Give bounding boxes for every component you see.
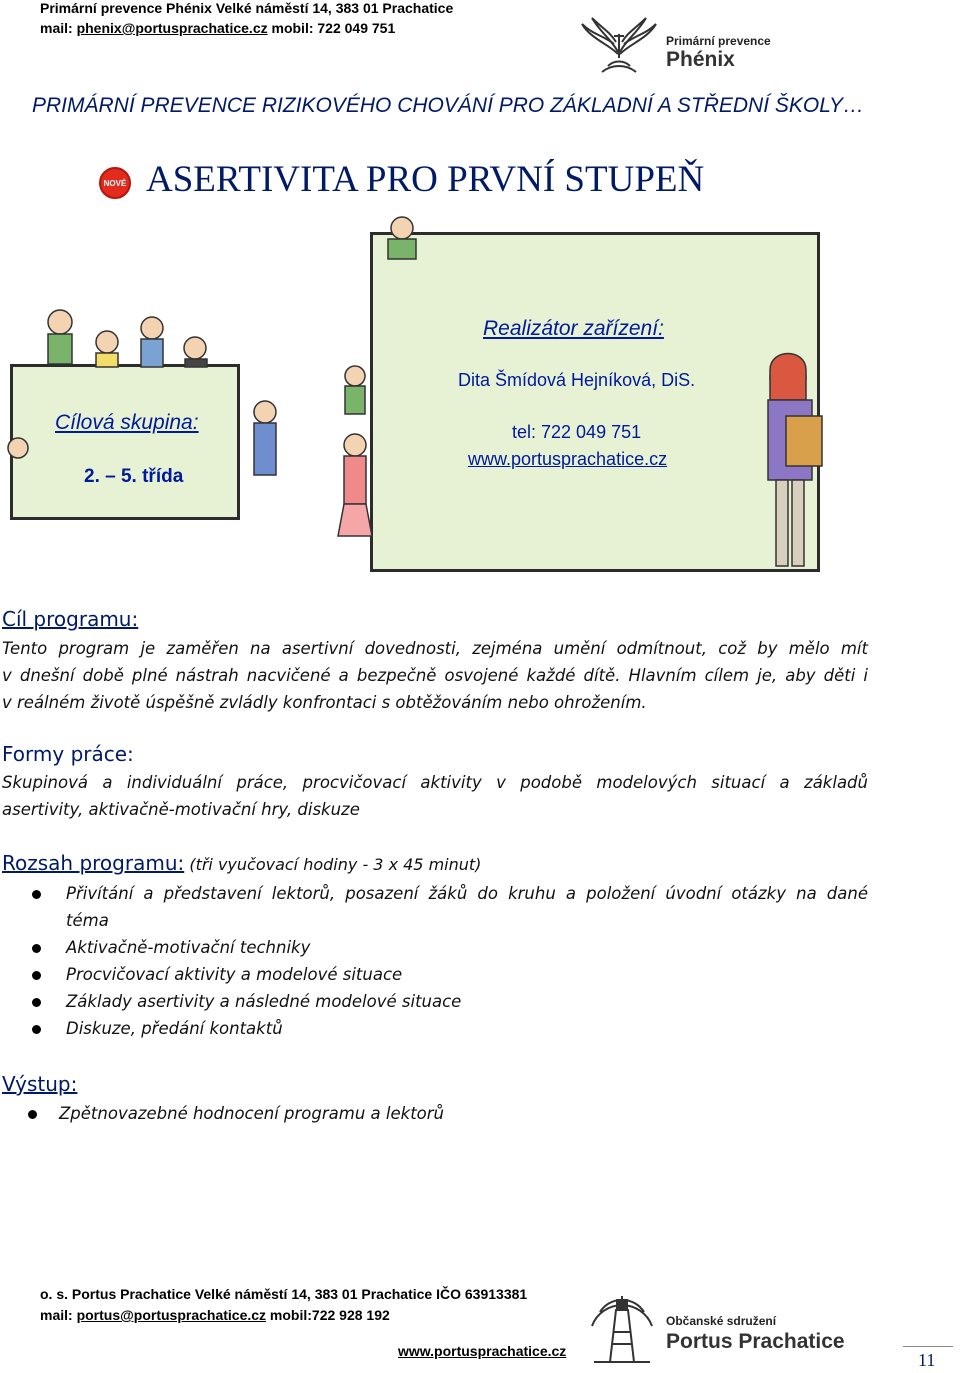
- list-item-text: Přivítání a představení lektorů, posazení žáků do kruhu a položení úvodní otázky na dané: [66, 884, 868, 903]
- list-item: [32, 1015, 868, 1042]
- header-mail-label: mail:: [40, 20, 77, 36]
- bullet-icon: [32, 998, 41, 1007]
- list-item-text: Procvičovací aktivity a modelové situace: [66, 965, 403, 984]
- footer-contact: [40, 1307, 390, 1323]
- formy-heading: Formy práce:: [2, 742, 134, 766]
- bullet-icon: [32, 1025, 41, 1034]
- child-peeking-top-icon: [372, 214, 432, 262]
- new-badge-icon: NOVÉ: [99, 167, 131, 199]
- header-mail-link[interactable]: phenix@portusprachatice.cz: [76, 20, 268, 36]
- vystup-heading: Výstup:: [2, 1072, 78, 1096]
- phenix-bird-logo-icon: [578, 14, 660, 76]
- lighthouse-logo-icon: [586, 1292, 658, 1368]
- bullet-icon: [32, 890, 41, 899]
- header-contact: [40, 20, 395, 36]
- page-subtitle: PRIMÁRNÍ PREVENCE RIZIKOVÉHO CHOVÁNÍ PRO ZÁKLADNÍ A STŘEDNÍ ŠKOLY…: [32, 94, 865, 117]
- page-number-rule: [903, 1346, 953, 1347]
- phenix-logo-small: Primární prevence: [666, 34, 771, 48]
- list-item: [32, 934, 868, 961]
- cil-line-2: v dnešní době plné nástrah nacvičené a bezpečně osvojené každé dítě. Hlavním cílem je, aby děti i: [2, 666, 868, 685]
- formy-line-2: asertivity, aktivačně-motivační hry, diskuze: [2, 800, 360, 819]
- realizator-name: Dita Šmídová Hejníková, DiS.: [458, 370, 696, 390]
- formy-paragraph: [2, 769, 868, 823]
- cartoon-children-illustration: [0, 300, 960, 590]
- rozsah-list: [32, 880, 868, 1042]
- rozsah-note: (tři vyučovací hodiny - 3 x 45 minut): [184, 855, 482, 874]
- rozsah-heading: Rozsah programu:: [2, 851, 185, 875]
- portus-logo-large: Portus Prachatice: [666, 1330, 845, 1353]
- portus-logo-small: Občanské sdružení: [666, 1314, 777, 1328]
- footer-web: [398, 1343, 566, 1359]
- bullet-icon: [32, 971, 41, 980]
- header-address: Primární prevence Phénix Velké náměstí 14, 383 01 Prachatice: [40, 0, 454, 16]
- list-item: [32, 880, 868, 934]
- list-item-text-cont: téma: [66, 911, 109, 930]
- footer-web-link[interactable]: www.portusprachatice.cz: [398, 1343, 567, 1359]
- formy-line-1: Skupinová a individuální práce, procvičovací aktivity v podobě modelových situací a základů: [2, 773, 868, 792]
- bullet-icon: [28, 1110, 37, 1119]
- rozsah-heading-row: [2, 851, 481, 875]
- cil-line-3: v reálném životě úspěšně zvládly konfrontaci s obtěžováním nebo ohrožením.: [2, 693, 647, 712]
- realizator-label: Realizátor zařízení:: [483, 317, 664, 340]
- realizator-tel: tel: 722 049 751: [512, 422, 642, 442]
- cilova-skupina-value: 2. – 5. třída: [84, 466, 184, 487]
- phenix-logo-large: Phénix: [666, 48, 735, 71]
- footer-address: o. s. Portus Prachatice Velké náměstí 14, 383 01 Prachatice IČO 63913381: [40, 1286, 528, 1302]
- cil-paragraph: [2, 635, 868, 716]
- list-item: [28, 1100, 444, 1127]
- list-item-text: Základy asertivity a následné modelové situace: [66, 992, 462, 1011]
- footer-mail-link[interactable]: portus@portusprachatice.cz: [76, 1307, 267, 1323]
- cil-line-1: Tento program je zaměřen na asertivní dovednosti, zejména umění odmítnout, což by mělo mít: [2, 639, 868, 658]
- realizator-web-link[interactable]: www.portusprachatice.cz: [468, 449, 668, 469]
- cilova-skupina-label: Cílová skupina:: [55, 411, 199, 434]
- cil-heading: Cíl programu:: [2, 607, 139, 631]
- page-title: ASERTIVITA PRO PRVNÍ STUPEŇ: [146, 159, 705, 200]
- page-number: 11: [918, 1350, 936, 1370]
- list-item: [32, 988, 868, 1015]
- list-item: [32, 961, 868, 988]
- header-mobile: mobil: 722 049 751: [267, 20, 396, 36]
- list-item-text: Zpětnovazebné hodnocení programu a lektorů: [59, 1104, 445, 1123]
- footer-mail-label: mail:: [40, 1307, 77, 1323]
- list-item-text: Diskuze, předání kontaktů: [66, 1019, 283, 1038]
- list-item-text: Aktivačně-motivační techniky: [66, 938, 311, 957]
- bullet-icon: [32, 944, 41, 953]
- footer-mobile: mobil:722 928 192: [266, 1307, 390, 1323]
